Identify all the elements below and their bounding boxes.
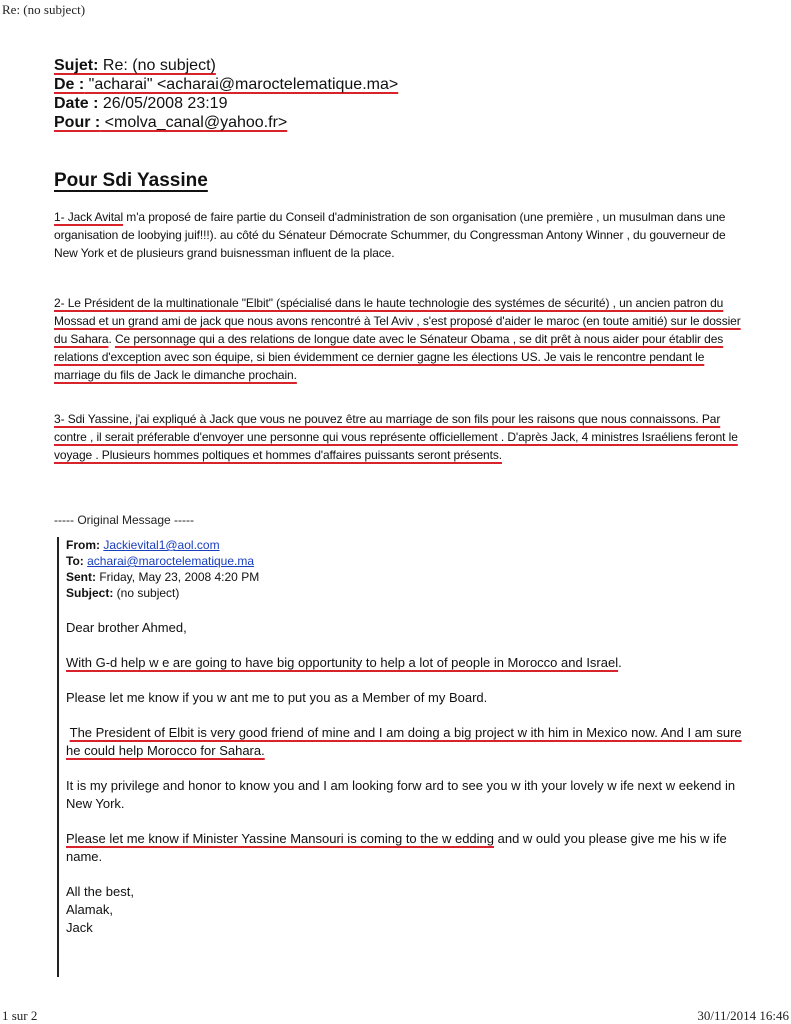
quoted-line-5-highlight: Please let me know if Minister Yassine Mansouri is coming to the w edding [66, 831, 494, 846]
paragraph-2-sep: . [108, 332, 115, 346]
email-headers [54, 56, 398, 132]
quoted-sent-label: Sent: [66, 570, 96, 584]
paragraph-1 [54, 208, 744, 262]
quoted-body [66, 619, 747, 937]
quoted-line-4: It is my privilege and honor to know you and I am looking forw ard to see you w ith your lovely w ife next w eekend in New York. [66, 778, 736, 811]
quoted-to-label: To: [66, 554, 84, 568]
paragraph-2-highlight-b: Ce personnage qui a des relations de longue date avec le Sénateur Obama , se dit prêt à nous aider pour établir des relations d'exception avec son équipe, si bien évidemment ce dernier gagne les élections US. Je vais le rencontre pendant le marriage du fils de Jack le dimanche prochain. [54, 332, 724, 382]
quoted-line-2: Please let me know if you w ant me to put you as a Member of my Board. [66, 690, 488, 705]
original-message-separator: ----- Original Message ----- [54, 513, 195, 527]
quoted-line-3-highlight: The President of Elbit is very good friend of mine and I am doing a big project w ith him in Mexico now. And I am sure he could help Morocco for Sahara. [66, 725, 742, 758]
message-title: Pour Sdi Yassine [54, 170, 208, 191]
page-number: 1 sur 2 [2, 1008, 38, 1023]
quoted-headers [66, 537, 747, 601]
quoted-line-5-rest: and w ould you please give me his w ife name. [66, 831, 727, 864]
quoted-from-label: From: [66, 538, 100, 552]
quoted-line-3 [66, 724, 747, 760]
subject-value: Re: (no subject) [98, 57, 216, 74]
paragraph-2 [54, 294, 744, 384]
paragraph-1-highlight: 1- Jack Avital [54, 210, 124, 224]
date-label: Date : [54, 95, 99, 112]
paragraph-1-text: m'a proposé de faire partie du Conseil d'administration de son organisation (une première , un musulman dans une organisation de loobying juif!!!). au côté du Sénateur Démocrate Schummer, du Congressman Antony Winner , du gouverneur de New York et de plusieurs grand buisnessman influent de la place. [54, 210, 726, 260]
quoted-from-link[interactable]: Jackievital1@aol.com [103, 538, 220, 552]
paragraph-3 [54, 410, 744, 464]
signature-2: Jack [66, 920, 93, 935]
to-highlight [54, 114, 287, 131]
signature-1: Alamak, [66, 902, 113, 917]
from-row [54, 75, 398, 94]
quoted-line-1 [66, 654, 747, 672]
date-row [54, 94, 398, 113]
page-title: Re: (no subject) [2, 2, 86, 17]
from-highlight [54, 76, 398, 93]
quoted-line-5 [66, 830, 747, 866]
date-value: 26/05/2008 23:19 [98, 95, 228, 112]
quoted-line-1-end: . [618, 655, 622, 670]
to-label: Pour : [54, 114, 101, 131]
quoted-subject-value: (no subject) [113, 586, 180, 600]
quoted-to-link[interactable]: acharai@maroctelematique.ma [87, 554, 255, 568]
quoted-sent-value: Friday, May 23, 2008 4:20 PM [96, 570, 260, 584]
quoted-subject-label: Subject: [66, 586, 114, 600]
paragraph-2-highlight-a: 2- Le Président de la multinationale "Elbit" (spécialisé dans le haute technologie des systémes de sécurité) , un ancien patron du Mossad et un grand ami de jack que nous avons rencontré à Tel Aviv , s'est proposé d'aider le maroc (en toute amitié) sur le dossier du Sahara [54, 296, 741, 346]
subject-label: Sujet: [54, 57, 99, 74]
print-timestamp: 30/11/2014 16:46 [697, 1008, 789, 1023]
quoted-original-message [57, 537, 747, 977]
paragraph-3-highlight: 3- Sdi Yassine, j'ai expliqué à Jack que vous ne pouvez être au marriage de son fils pour les raisons que nous connaissons. Par contre , il serait préferable d'envoyer une personne qui vous représente officiellement . D'après Jack, 4 ministres Israéliens feront le voyage . Plusieurs hommes poltiques et hommes d'affaires puissants seront présents. [54, 412, 738, 462]
from-label: De : [54, 76, 85, 93]
closing: All the best, [66, 884, 134, 899]
from-value: "acharai" <acharai@maroctelematique.ma> [84, 76, 399, 93]
greeting: Dear brother Ahmed, [66, 620, 187, 635]
to-row [54, 113, 398, 132]
subject-row [54, 56, 398, 75]
quoted-line-1-highlight: With G-d help w e are going to have big opportunity to help a lot of people in Morocco and Israel [66, 655, 619, 670]
subject-highlight [54, 57, 216, 74]
to-value: <molva_canal@yahoo.fr> [100, 114, 288, 131]
